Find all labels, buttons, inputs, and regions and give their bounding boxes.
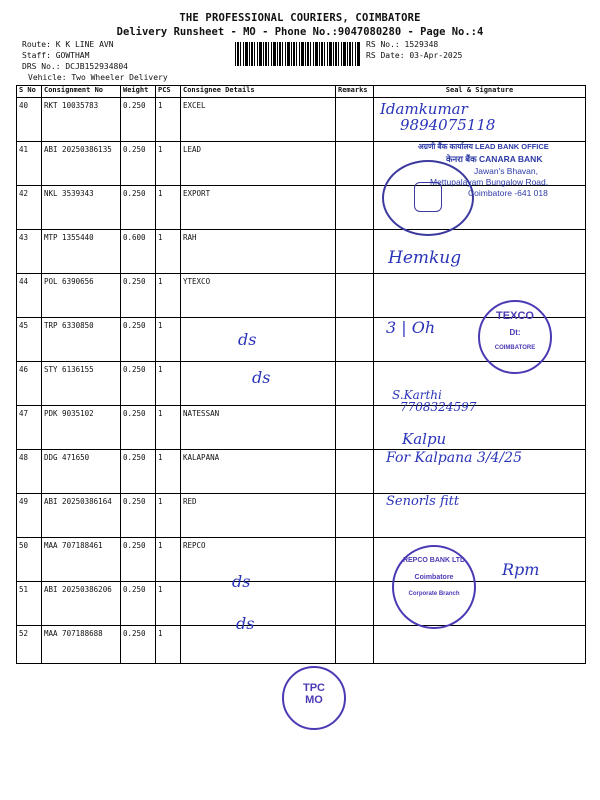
table-row: [17, 626, 586, 664]
cell-cons: MAA 707188688: [42, 626, 121, 664]
cell-weight: 0.250: [121, 362, 156, 406]
signature-natessan-phone: 7708324597: [400, 400, 477, 414]
cell-cons: NKL 3539343: [42, 186, 121, 230]
canara-line-1: अग्रणी बैंक कार्यालय LEAD BANK OFFICE: [418, 142, 549, 151]
col-consignment: Consignment No: [42, 86, 121, 98]
cell-remarks: [336, 582, 374, 626]
cell-sno: 42: [17, 186, 42, 230]
texco-stamp-top: TEXCO: [496, 310, 534, 322]
table-row: [17, 582, 586, 626]
cell-pcs: 1: [156, 582, 181, 626]
cell-weight: 0.250: [121, 626, 156, 664]
table-row: [17, 98, 586, 142]
cell-details: REPCO: [181, 538, 336, 582]
canara-line-4: Mettupalayam Bungalow Road,: [430, 177, 549, 187]
cell-sno: 44: [17, 274, 42, 318]
cell-details: [181, 626, 336, 664]
cell-pcs: 1: [156, 362, 181, 406]
signature-trp: 3 | Oh: [386, 318, 436, 337]
cell-pcs: 1: [156, 274, 181, 318]
cell-weight: 0.250: [121, 142, 156, 186]
texco-stamp-bottom: COIMBATORE: [494, 345, 536, 351]
rs-date: RS Date: 03-Apr-2025: [366, 51, 463, 60]
cell-remarks: [336, 406, 374, 450]
cell-cons: STY 6136155: [42, 362, 121, 406]
cell-weight: 0.250: [121, 186, 156, 230]
cell-weight: 0.250: [121, 538, 156, 582]
cell-pcs: 1: [156, 318, 181, 362]
canara-line-5: Coimbatore -641 018: [468, 188, 548, 198]
cell-sno: 49: [17, 494, 42, 538]
repco-stamp: [392, 545, 476, 629]
signature-kalapana: Kalpu: [402, 430, 447, 448]
col-sno: S No: [17, 86, 42, 98]
texco-stamp: [478, 300, 552, 374]
cell-details: [181, 318, 336, 362]
cell-sno: 45: [17, 318, 42, 362]
cell-remarks: [336, 362, 374, 406]
cell-cons: ABI 20250386164: [42, 494, 121, 538]
cell-details: KALAPANA: [181, 450, 336, 494]
rs-number: RS No.: 1529348: [366, 40, 439, 49]
cell-sno: 41: [17, 142, 42, 186]
runsheet-subtitle: Delivery Runsheet - MO - Phone No.:9047080280 - Page No.:4: [116, 26, 484, 38]
cell-details: LEAD: [181, 142, 336, 186]
cell-remarks: [336, 538, 374, 582]
cell-sno: 52: [17, 626, 42, 664]
signature-ytexco: Hemkug: [388, 248, 462, 268]
cell-sno: 43: [17, 230, 42, 274]
cell-details: RED: [181, 494, 336, 538]
cell-pcs: 1: [156, 450, 181, 494]
signature-repco: Rpm: [502, 560, 540, 579]
cell-weight: 0.250: [121, 494, 156, 538]
cell-pcs: 1: [156, 230, 181, 274]
cell-remarks: [336, 230, 374, 274]
cell-remarks: [336, 626, 374, 664]
signature-natessan: S.Karthi: [392, 388, 442, 402]
company-title: THE PROFESSIONAL COURIERS, COIMBATORE: [179, 12, 421, 24]
cell-weight: 0.600: [121, 230, 156, 274]
cell-weight: 0.250: [121, 450, 156, 494]
repco-stamp-top: REPCO BANK LTD: [402, 557, 466, 564]
staff-label: Staff: GOWTHAM: [22, 51, 90, 60]
col-pcs: PCS: [156, 86, 181, 98]
cell-details: EXPORT: [181, 186, 336, 230]
texco-stamp-mid: Dt:: [509, 328, 521, 337]
cell-sno: 51: [17, 582, 42, 626]
tpc-stamp-line-1: TPC: [303, 682, 325, 694]
cell-details: YTEXCO: [181, 274, 336, 318]
cell-cons: PDK 9035102: [42, 406, 121, 450]
repco-stamp-bottom: Corporate Branch: [408, 591, 460, 597]
cell-sno: 47: [17, 406, 42, 450]
table-row: [17, 230, 586, 274]
cell-remarks: [336, 318, 374, 362]
col-consignee: Consignee Details: [181, 86, 336, 98]
ds-mark-52: ds: [236, 614, 255, 633]
signature-kalapana-text: For Kalpana 3/4/25: [386, 450, 522, 466]
repco-stamp-mid: Coimbatore: [414, 574, 454, 581]
drs-number: DRS No.: DCJB152934804: [22, 62, 128, 71]
cell-pcs: 1: [156, 142, 181, 186]
cell-weight: 0.250: [121, 406, 156, 450]
cell-pcs: 1: [156, 538, 181, 582]
cell-pcs: 1: [156, 494, 181, 538]
col-remarks: Remarks: [336, 86, 374, 98]
cell-sno: 40: [17, 98, 42, 142]
ds-mark-46: ds: [238, 330, 257, 349]
tpc-stamp-line-2: MO: [305, 694, 323, 706]
signature-excel-phone: 9894075118: [400, 116, 496, 134]
cell-pcs: 1: [156, 626, 181, 664]
cell-cons: POL 6390656: [42, 274, 121, 318]
cell-pcs: 1: [156, 186, 181, 230]
cell-remarks: [336, 186, 374, 230]
table-row: [17, 538, 586, 582]
cell-weight: 0.250: [121, 274, 156, 318]
barcode: [235, 42, 360, 66]
cell-cons: RKT 10035783: [42, 98, 121, 142]
cell-details: [181, 582, 336, 626]
signature-excel: Idamkumar: [380, 100, 468, 118]
cell-cons: MAA 707188461: [42, 538, 121, 582]
cell-cons: DDG 471650: [42, 450, 121, 494]
cell-pcs: 1: [156, 98, 181, 142]
signature-red: Senorls fitt: [386, 494, 460, 509]
cell-sno: 46: [17, 362, 42, 406]
canara-line-2: केनरा बैंक CANARA BANK: [446, 154, 543, 164]
cell-details: RAH: [181, 230, 336, 274]
col-seal: Seal & Signature: [374, 86, 586, 98]
cell-weight: 0.250: [121, 98, 156, 142]
cell-cons: TRP 6330850: [42, 318, 121, 362]
cell-remarks: [336, 142, 374, 186]
cell-weight: 0.250: [121, 582, 156, 626]
ds-mark-47: ds: [252, 368, 271, 387]
cell-cons: ABI 20250386206: [42, 582, 121, 626]
cell-remarks: [336, 450, 374, 494]
tpc-mo-stamp: [282, 666, 346, 730]
cell-remarks: [336, 98, 374, 142]
route-label: Route: K K LINE AVN: [22, 40, 114, 49]
cell-sno: 48: [17, 450, 42, 494]
ds-mark-51: ds: [232, 572, 251, 591]
cell-cons: ABI 20250386135: [42, 142, 121, 186]
cell-cons: MTP 1355440: [42, 230, 121, 274]
table-row: [17, 494, 586, 538]
vehicle-label: Vehicle: Two Wheeler Delivery: [28, 73, 168, 82]
cell-weight: 0.250: [121, 318, 156, 362]
cell-remarks: [336, 274, 374, 318]
table-header-row: [17, 86, 586, 98]
cell-remarks: [336, 494, 374, 538]
canara-line-3: Jawan's Bhavan,: [474, 166, 538, 176]
cell-details: NATESSAN: [181, 406, 336, 450]
cell-details: EXCEL: [181, 98, 336, 142]
cell-seal: [374, 626, 586, 664]
col-weight: Weight: [121, 86, 156, 98]
table-row: [17, 406, 586, 450]
lead-bank-seal: [382, 160, 474, 236]
cell-pcs: 1: [156, 406, 181, 450]
cell-sno: 50: [17, 538, 42, 582]
